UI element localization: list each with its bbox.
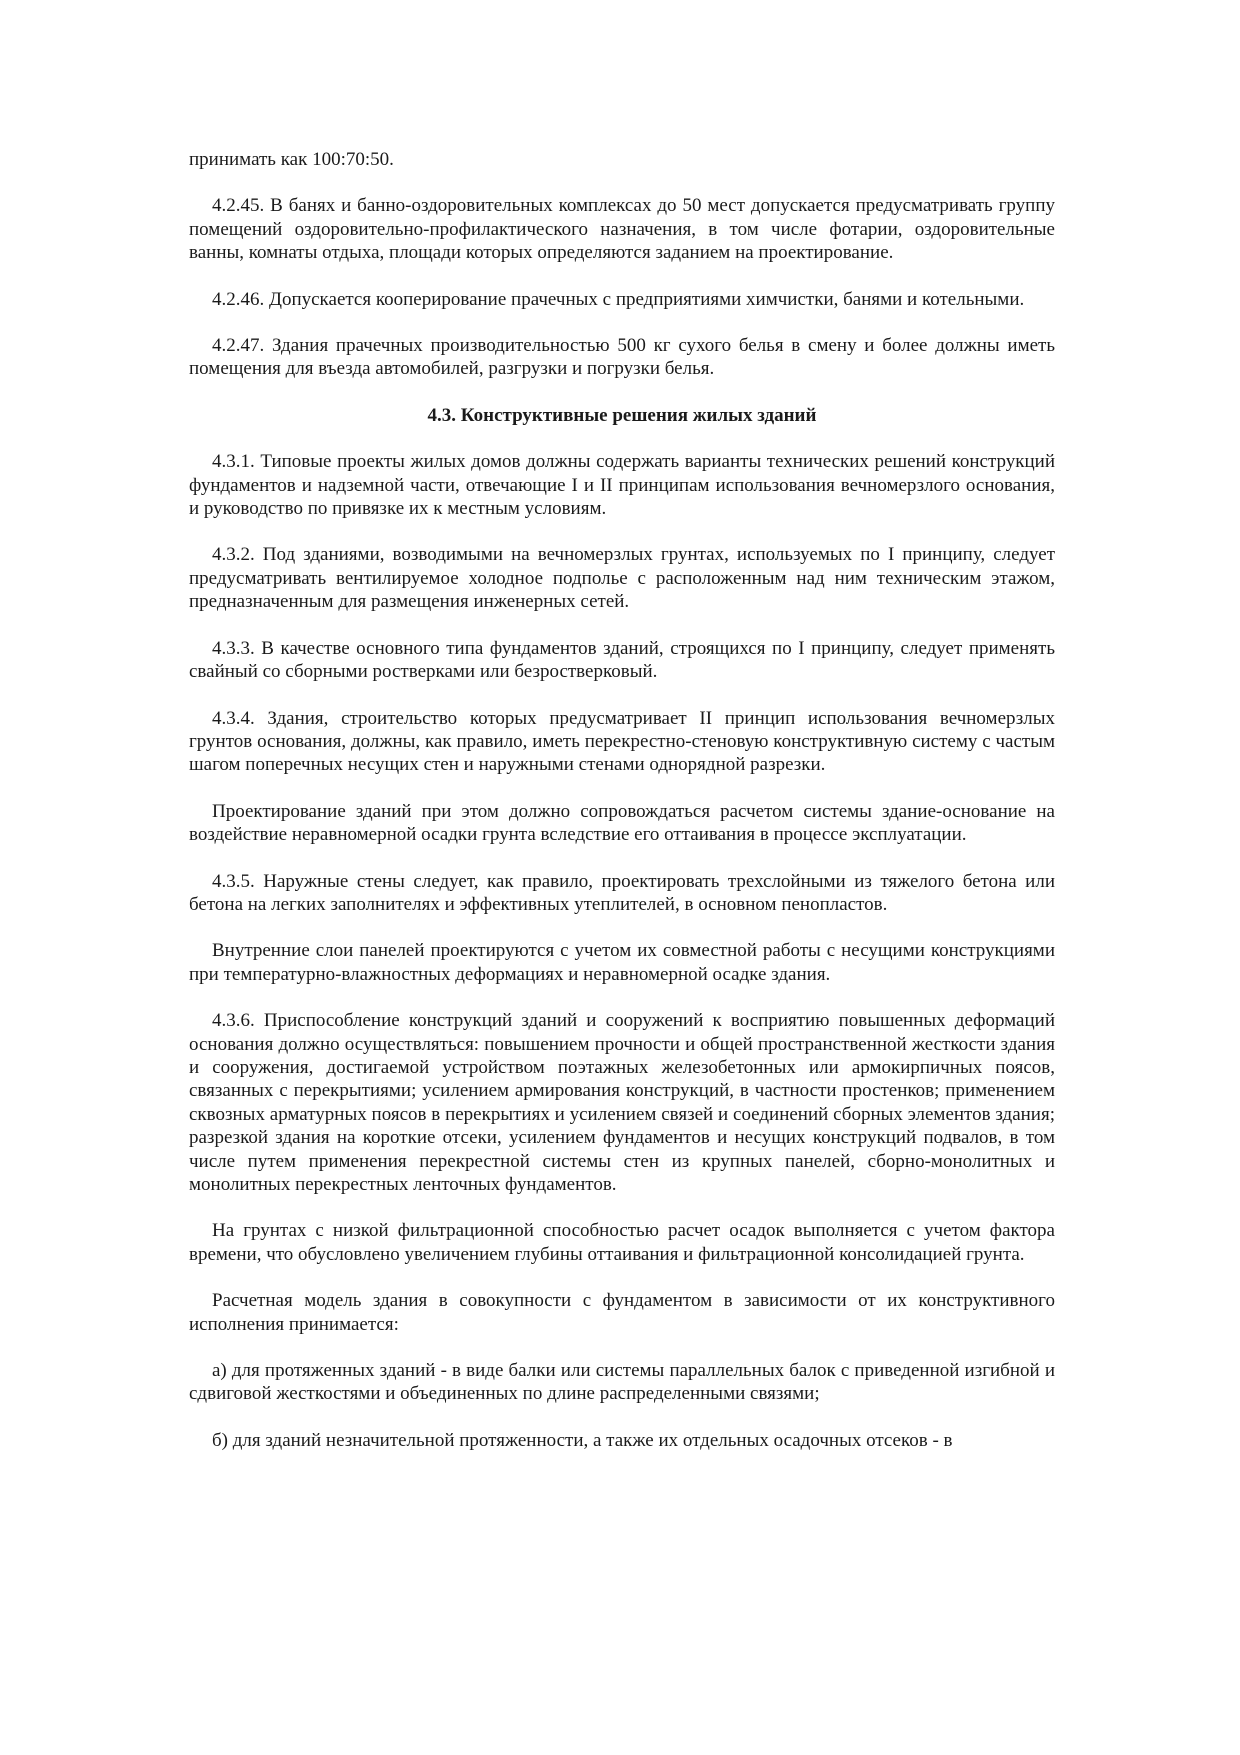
paragraph-calc-model: Расчетная модель здания в совокупности с фундаментом в зависимости от их конструктивного исполнения принимается:: [189, 1290, 1055, 1335]
paragraph-4-3-4: 4.3.4. Здания, строительство которых предусматривает II принцип использования вечномерзлых грунтов основания, должны, как правило, иметь перекрестно-стеновую конструктивную систему с частым шагом поперечных несущих стен и наружными стенами однорядной разрезки.: [189, 707, 1055, 776]
list-item-a: а) для протяженных зданий - в виде балки или системы параллельных балок с приведенной изгибной и сдвиговой жесткостями и объединенных по длине распределенными связями;: [189, 1360, 1055, 1405]
paragraph-4-3-5: 4.3.5. Наружные стены следует, как правило, проектировать трехслойными из тяжелого бетона или бетона на легких заполнителях и эффективных утеплителей, в основном пенопластов.: [189, 870, 1055, 915]
paragraph-design-note: Проектирование зданий при этом должно сопровождаться расчетом системы здание-основание на воздействие неравномерной осадки грунта вследствие его оттаивания в процессе эксплуатации.: [189, 800, 1055, 846]
paragraph-4-3-2: 4.3.2. Под зданиями, возводимыми на вечномерзлых грунтах, используемых по I принципу, следует предусматривать вентилируемое холодное подполье с расположенным над ним техническим этажом, предназначенным для размещения инженерных сетей.: [189, 544, 1055, 613]
document-page: [189, 148, 1055, 1475]
paragraph-4-3-6: 4.3.6. Приспособление конструкций зданий и сооружений к восприятию повышенных деформаций основания должно осуществляться: повышением прочности и общей пространственной жесткости здания и сооружения, достигаемой устройством поэтажных железобетонных или армокирпичных поясов, связанных с перекрытиями; усилением армирования конструкций, в частности простенков; применением сквозных арматурных поясов в перекрытиях и усилением связей и соединений сборных элементов здания; разрезкой здания на короткие отсеки, усилением фундаментов и несущих конструкций подвалов, в том числе путем применения перекрестной системы стен из крупных панелей, сборно-монолитных и монолитных перекрестных ленточных фундаментов.: [189, 1010, 1055, 1195]
paragraph-4-3-3: 4.3.3. В качестве основного типа фундаментов зданий, строящихся по I принципу, следует применять свайный со сборными ростверками или безростверковый.: [189, 637, 1055, 683]
paragraph-low-filtration: На грунтах с низкой фильтрационной способностью расчет осадок выполняется с учетом фактора времени, что обусловлено увеличением глубины оттаивания и фильтрационной консолидацией грунта.: [189, 1220, 1055, 1265]
list-item-b: б) для зданий незначительной протяженности, а также их отдельных осадочных отсеков - в: [212, 1429, 953, 1451]
paragraph-4-2-45: 4.2.45. В банях и банно-оздоровительных комплексах до 50 мест допускается предусматривать группу помещений оздоровительно-профилактического назначения, в том числе фотарии, оздоровительные ванны, комнаты отдыха, площади которых определяются заданием на проектирование.: [189, 195, 1055, 264]
paragraph-4-3-1: 4.3.1. Типовые проекты жилых домов должны содержать варианты технических решений конструкций фундаментов и надземной части, отвечающие I и II принципам использования вечномерзлого основания, и руководство по привязке их к местным условиям.: [189, 451, 1055, 520]
paragraph-inner-layers: Внутренние слои панелей проектируются с учетом их совместной работы с несущими конструкциями при температурно-влажностных деформациях и неравномерной осадке здания.: [189, 940, 1055, 985]
paragraph-4-2-47: 4.2.47. Здания прачечных производительностью 500 кг сухого белья в смену и более должны иметь помещения для въезда автомобилей, разгрузки и погрузки белья.: [189, 335, 1055, 380]
section-heading: 4.3. Конструктивные решения жилых зданий: [427, 404, 817, 426]
continuation-text: принимать как 100:70:50.: [189, 149, 394, 170]
paragraph-4-2-46: 4.2.46. Допускается кооперирование прачечных с предприятиями химчистки, банями и котельными.: [212, 288, 1025, 310]
